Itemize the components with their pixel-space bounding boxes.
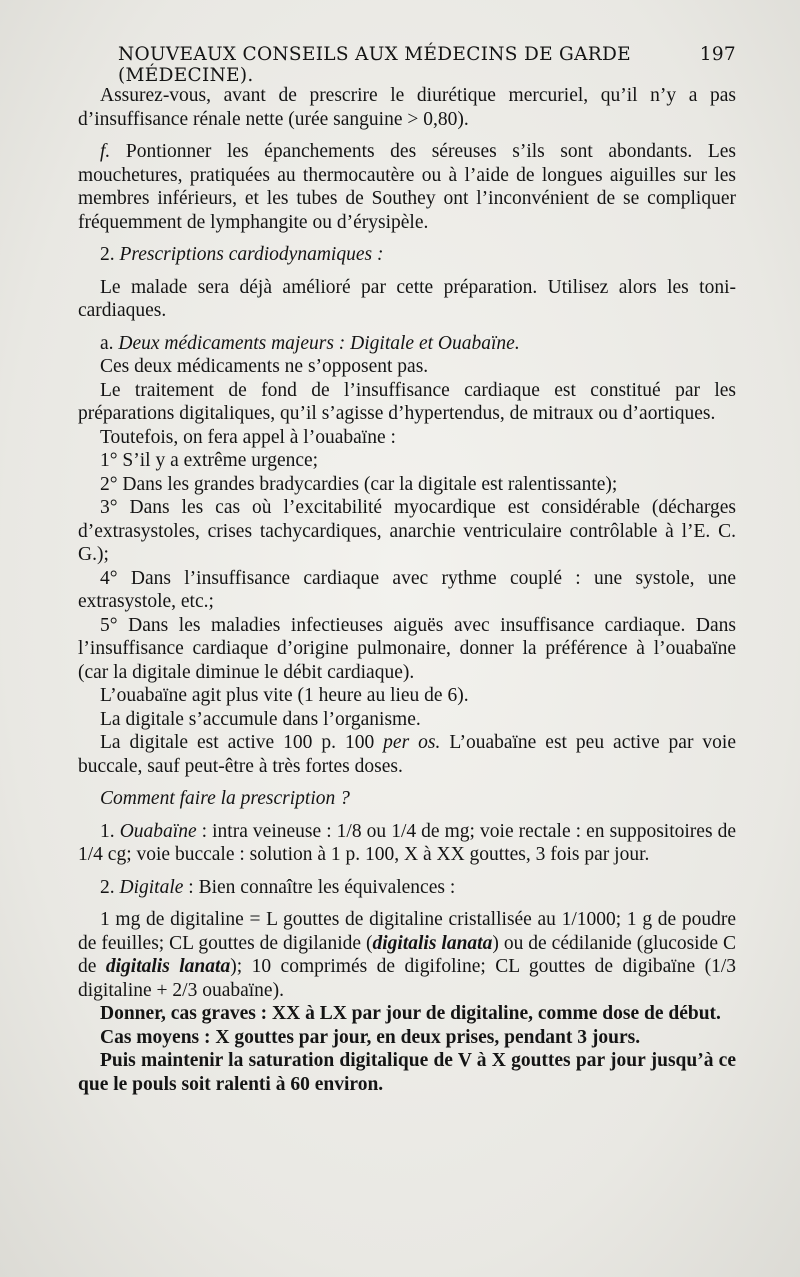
heading-how-to-prescribe: Comment faire la prescription ? (100, 788, 350, 809)
prescription-number-2: 2. (100, 876, 120, 898)
paragraph-oral-activity (78, 731, 736, 778)
list-item-3: 3° Dans les cas où l’excitabilité myocardique est considérable (décharges d’extrasystoles, crises tachycardiques, anarchie ventriculaire contrôlable à l’E. C. G.); (78, 497, 736, 565)
page-header (118, 44, 736, 86)
paragraph-moderate-cases: Cas moyens : X gouttes par jour, en deux prises, pendant 3 jours. (100, 1026, 641, 1048)
prescription-ouabain (78, 820, 736, 867)
list-item-5: 5° Dans les maladies infectieuses aiguës avec insuffisance cardiaque. Dans l’insuffisance cardiaque d’origine pulmonaire, donner la préférence à l’ouabaïne (car la digitale diminue le débit cardiaque). (78, 614, 736, 683)
term-digitalis-lanata-2: digitalis lanata (105, 956, 231, 977)
term-digitalis-lanata-1: digitalis lanata (372, 932, 493, 954)
term-digitale: Digitale (119, 876, 184, 898)
oral-activity-text-a: La digitale est active 100 p. 100 (100, 732, 384, 753)
paragraph-severe-cases: Donner, cas graves : XX à LX par jour de digitaline, comme dose de début. (100, 1003, 721, 1024)
item-marker-f: f. (100, 141, 111, 162)
equivalences-text-b: ) ou de cédilanide (glucoside C de (78, 932, 736, 977)
paragraph-base-treatment: Le traitement de fond de l’insuffisance cardiaque est constitué par les préparations digitaliques, qu’il s’agisse d’hypertendus, de mitraux ou d’aortiques. (78, 379, 736, 424)
paragraph-effusions (78, 140, 736, 234)
paragraph-ouabain-speed: L’ouabaïne agit plus vite (1 heure au lieu de 6). (100, 685, 469, 706)
paragraph-maintenance: Puis maintenir la saturation digitalique de V à X gouttes par jour jusqu’à ce que le pouls soit ralenti à 60 environ. (78, 1050, 736, 1095)
paragraph-diuretic-warning: Assurez-vous, avant de prescrire le diurétique mercuriel, qu’il n’y a pas d’insuffisance rénale nette (urée sanguine > 0,80). (78, 85, 736, 130)
term-ouabaine: Ouabaïne (119, 820, 197, 842)
paragraph-tonicardiac: Le malade sera déjà amélioré par cette préparation. Utilisez alors les toni-cardiaques. (78, 276, 736, 321)
subsection-heading-major-drugs (78, 332, 736, 356)
section-heading-cardiodynamic (78, 243, 736, 267)
page-number: 197 (699, 44, 736, 65)
paragraph-effusions-text: Pontionner les épanchements des séreuses s’ils sont abondants. Les mouchetures, pratiquées au thermocautère ou à l’aide de longues aiguilles sur les membres inférieurs, et les tubes de Southey ont l’inconvénient de se compliquer fréquemment de lymphangite ou d’érysipèle. (78, 141, 736, 233)
list-item-2: 2° Dans les grandes bradycardies (car la digitale est ralentissante); (100, 473, 618, 495)
paragraph-no-opposition: Ces deux médicaments ne s’opposent pas. (100, 356, 429, 377)
list-item-1: 1° S’il y a extrême urgence; (100, 450, 319, 471)
subsection-letter: a. (100, 332, 119, 354)
prescription-digitalis-text: : Bien connaître les équivalences : (183, 876, 456, 898)
prescription-number-1: 1. (100, 820, 120, 842)
paragraph-ouabain-intro: Toutefois, on fera appel à l’ouabaïne : (100, 426, 396, 448)
list-item-4: 4° Dans l’insuffisance cardiaque avec rythme couplé : une systole, une extrasystole, etc.; (78, 567, 736, 612)
paragraph-equivalences (78, 908, 736, 1002)
equivalences-text-c: ); 10 comprimés de digifoline; CL gouttes de digibaïne (1/3 digitaline + 2/3 ouabaïne). (78, 956, 736, 1001)
per-os-term: per os. (383, 732, 441, 753)
prescription-digitalis (78, 876, 736, 900)
page-body (78, 84, 736, 1096)
section-title: Prescriptions cardiodynamiques : (119, 244, 384, 265)
running-title: NOUVEAUX CONSEILS AUX MÉDECINS DE GARDE (MÉDECINE). (118, 44, 631, 86)
equivalences-text-a: 1 mg de digitaline = L gouttes de digitaline cristallisée au 1/1000; 1 g de poudre de feuilles; CL gouttes de digilanide ( (78, 909, 736, 954)
prescription-ouabain-text: : intra veineuse : 1/8 ou 1/4 de mg; voie rectale : en suppositoires de 1/4 cg; voie buccale : solution à 1 p. 100, X à XX gouttes, 3 fois par jour. (78, 820, 736, 865)
subsection-title: Deux médicaments majeurs : Digitale et Ouabaïne. (118, 332, 520, 354)
section-number: 2. (100, 244, 120, 265)
paragraph-digitalis-accumulates: La digitale s’accumule dans l’organisme. (100, 708, 421, 730)
oral-activity-text-b: L’ouabaïne est peu active par voie buccale, sauf peut-être à très fortes doses. (78, 732, 737, 777)
